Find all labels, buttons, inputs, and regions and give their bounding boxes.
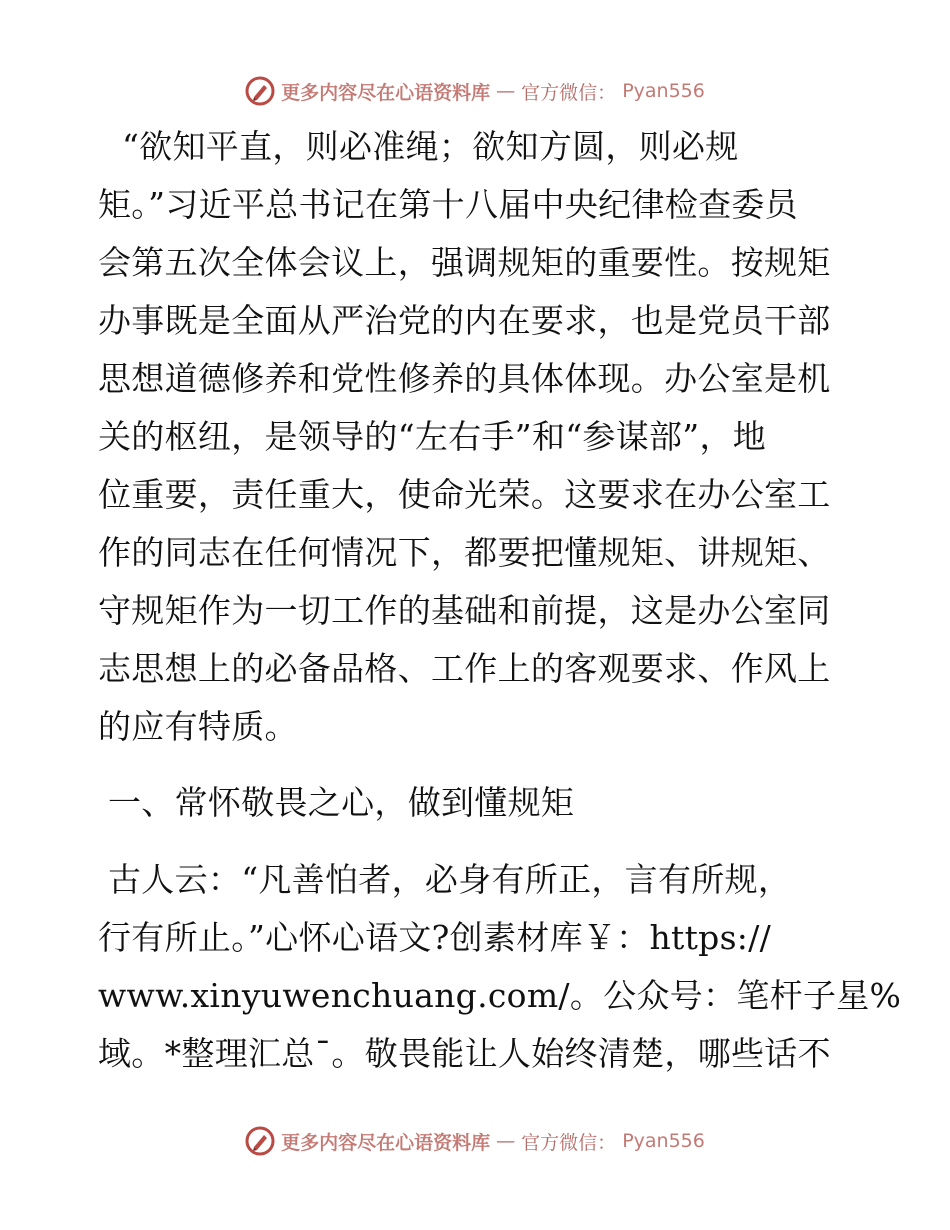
body-line: 矩。”习近平总书记在第十八届中央纪律检查委员 — [98, 185, 798, 224]
section-heading: 一、常怀敬畏之心，做到懂规矩 — [108, 783, 575, 822]
footer-watermark — [0, 1121, 950, 1161]
body-line: 的应有特质。 — [98, 707, 298, 746]
para2-line: 古人云：“凡善怕者，必身有所正，言有所规， — [108, 860, 792, 899]
body-line: 思想道德修养和党性修养的具体体现。办公室是机 — [98, 359, 831, 398]
body-line: 作的同志在任何情况下，都要把懂规矩、讲规矩、 — [98, 533, 831, 572]
body-line: 志思想上的必备品格、工作上的客观要求、作风上 — [98, 649, 831, 688]
body-line: 办事既是全面从严治党的内在要求，也是党员干部 — [98, 301, 831, 340]
watermark-dash: — — [496, 1130, 516, 1152]
watermark-dash: — — [496, 80, 516, 102]
header-watermark — [0, 71, 950, 111]
para2-line: 行有所止。”心怀心语文?创素材库￥：https:// — [98, 918, 772, 957]
pen-logo-icon — [245, 1126, 275, 1156]
pen-logo-icon — [245, 76, 275, 106]
body-line: 守规矩作为一切工作的基础和前提，这是办公室同 — [98, 591, 831, 630]
watermark-site-text: 更多内容尽在心语资料库 — [281, 81, 491, 104]
para2-line: www.xinyuwenchuang.com/。公众号：笔杆子星% — [98, 976, 902, 1015]
body-line: 会第五次全体会议上，强调规矩的重要性。按规矩 — [98, 243, 831, 282]
watermark-wechat-id: Pyan556 — [622, 80, 705, 102]
watermark-wechat-label: 官方微信： — [521, 81, 617, 104]
body-line: 位重要，责任重大，使命光荣。这要求在办公室工 — [98, 475, 831, 514]
body-line: “欲知平直，则必准绳；欲知方圆，则必规 — [122, 127, 739, 166]
watermark-wechat-id: Pyan556 — [622, 1130, 705, 1152]
body-line: 关的枢纽，是领导的“左右手”和“参谋部”，地 — [98, 417, 767, 456]
watermark-wechat-label: 官方微信： — [521, 1131, 617, 1154]
para2-line: 域。*整理汇总¯。敬畏能让人始终清楚，哪些话不 — [98, 1034, 831, 1073]
watermark-site-text: 更多内容尽在心语资料库 — [281, 1131, 491, 1154]
